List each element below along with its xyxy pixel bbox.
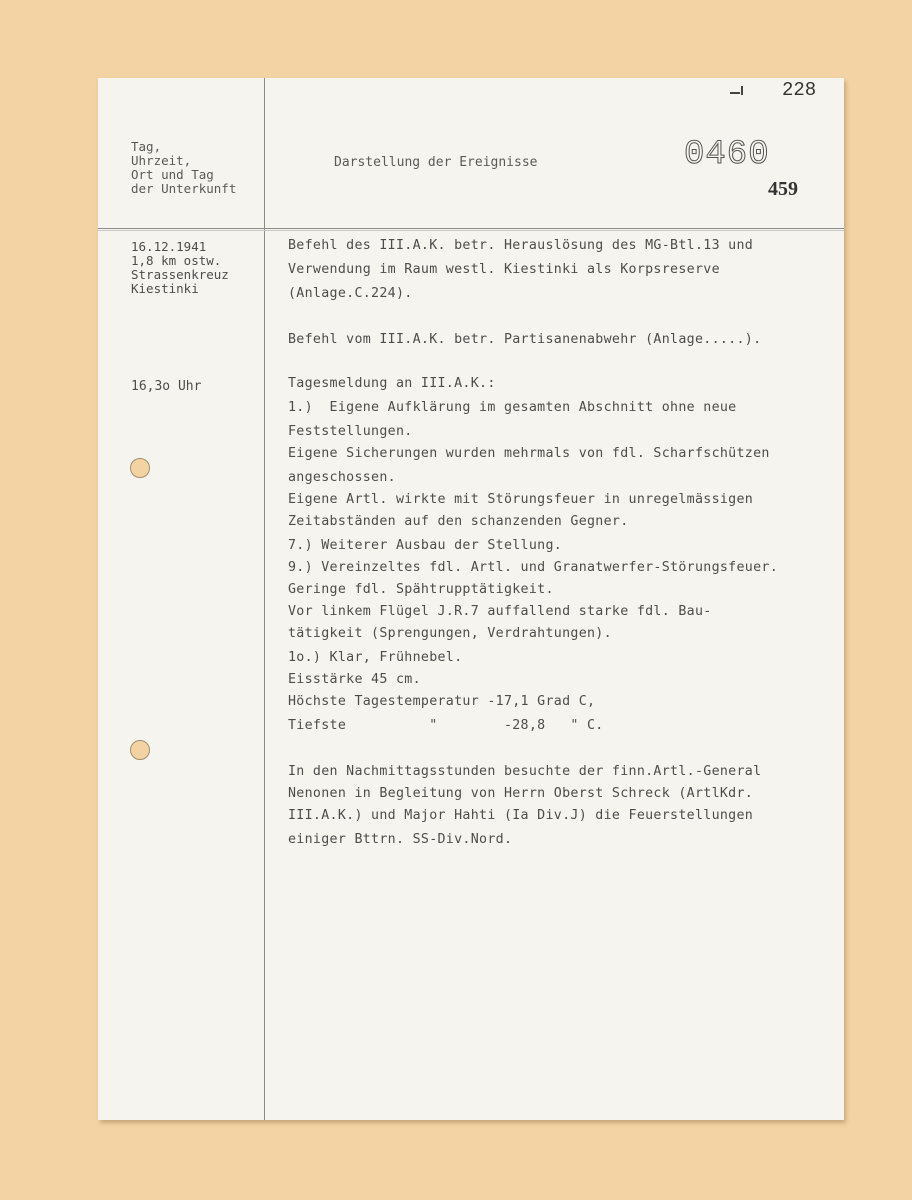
stamp-number: 0460 — [684, 136, 770, 174]
document-page — [98, 78, 844, 1120]
text-line: Befehl des III.A.K. betr. Herauslösung des MG-Btl.13 und — [288, 238, 754, 253]
header-divider — [98, 228, 844, 229]
text-line: tätigkeit (Sprengungen, Verdrahtungen). — [288, 626, 612, 641]
text-line: Eigene Artl. wirkte mit Störungsfeuer in unregelmässigen — [288, 492, 754, 507]
text-line: Eisstärke 45 cm. — [288, 672, 421, 687]
text-line: 1o.) Klar, Frühnebel. — [288, 650, 463, 665]
text-line: (Anlage.C.224). — [288, 286, 413, 301]
text-line: Geringe fdl. Spähtrupptätigkeit. — [288, 582, 554, 597]
text-line: Eigene Sicherungen wurden mehrmals von fdl. Scharfschützen — [288, 446, 770, 461]
entry-time: 16,3o Uhr — [131, 379, 202, 394]
text-line: angeschossen. — [288, 470, 396, 485]
column-divider — [264, 78, 265, 1120]
text-line: III.A.K.) und Major Hahti (Ia Div.J) die Feuerstellungen — [288, 808, 754, 823]
text-line: Tiefste " -28,8 " C. — [288, 718, 604, 733]
punch-hole — [130, 458, 150, 478]
text-line: 1.) Eigene Aufklärung im gesamten Abschnitt ohne neue — [288, 400, 737, 415]
punch-hole — [130, 740, 150, 760]
page-number: 228 — [782, 79, 817, 101]
text-line: Zeitabständen auf den schanzenden Gegner. — [288, 514, 629, 529]
text-line: Befehl vom III.A.K. betr. Partisanenabwehr (Anlage.....). — [288, 332, 762, 347]
entry-date-place: 16.12.1941 1,8 km ostw. Strassenkreuz Kiestinki — [131, 239, 229, 296]
text-line: Tagesmeldung an III.A.K.: — [288, 376, 496, 391]
folio-number: 459 — [768, 178, 798, 200]
header-middle-label: Darstellung der Ereignisse — [334, 155, 538, 170]
text-line: Höchste Tagestemperatur -17,1 Grad C, — [288, 694, 596, 709]
text-line: Feststellungen. — [288, 424, 413, 439]
page-mark — [730, 92, 740, 94]
text-line: 7.) Weiterer Ausbau der Stellung. — [288, 538, 563, 553]
text-line: einiger Bttrn. SS-Div.Nord. — [288, 832, 513, 847]
text-line: Nenonen in Begleitung von Herrn Oberst Schreck (ArtlKdr. — [288, 786, 754, 801]
header-divider-shadow — [98, 230, 844, 231]
text-line: Vor linkem Flügel J.R.7 auffallend starke fdl. Bau- — [288, 604, 712, 619]
text-line: Verwendung im Raum westl. Kiestinki als Korpsreserve — [288, 262, 720, 277]
header-left-label: Tag, Uhrzeit, Ort und Tag der Unterkunft — [131, 139, 237, 196]
text-line: In den Nachmittagsstunden besuchte der finn.Artl.-General — [288, 764, 762, 779]
page-mark-tick — [741, 86, 743, 95]
text-line: 9.) Vereinzeltes fdl. Artl. und Granatwerfer-Störungsfeuer. — [288, 560, 779, 575]
